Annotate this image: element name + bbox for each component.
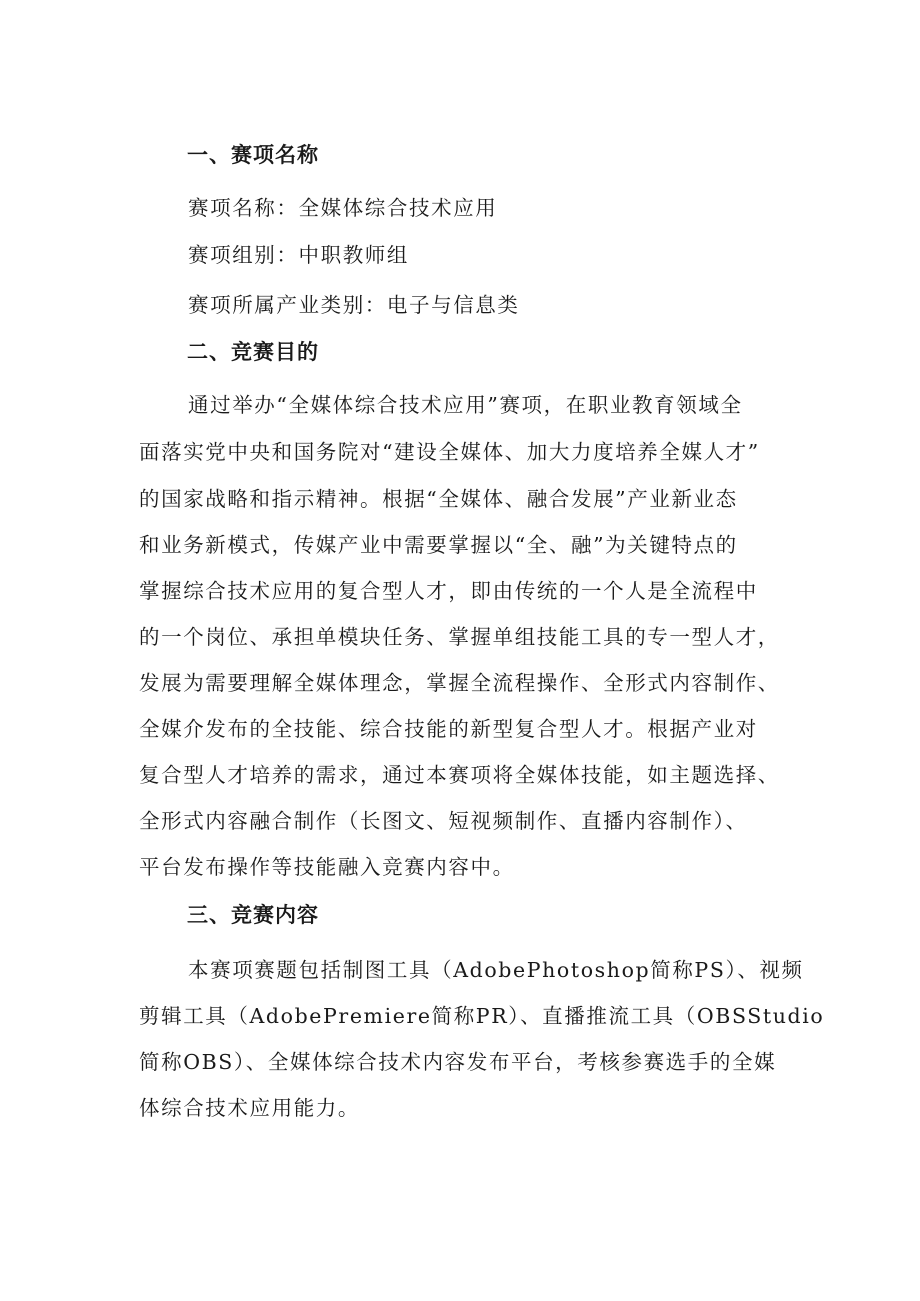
paragraph-line: 复合型人才培养的需求，通过本赛项将全媒体技能，如主题选择、 bbox=[139, 763, 780, 787]
section-heading-1: 一、赛项名称 bbox=[187, 143, 319, 167]
paragraph-line: 面落实党中央和国务院对“建设全媒体、加大力度培养全媒人才” bbox=[139, 440, 760, 464]
paragraph-line: 全媒介发布的全技能、综合技能的新型复合型人才。根据产业对 bbox=[139, 717, 758, 741]
paragraph-line: 体综合技术应用能力。 bbox=[139, 1096, 360, 1120]
paragraph-line: 剪辑工具（AdobePremiere简称PR）、直播推流工具（OBSStudio bbox=[139, 1004, 825, 1028]
paragraph-line: 全形式内容融合制作（长图文、短视频制作、直播内容制作）、 bbox=[139, 809, 748, 833]
paragraph-line: 和业务新模式，传媒产业中需要掌握以“全、融”为关键特点的 bbox=[139, 533, 738, 557]
section-heading-2: 二、竞赛目的 bbox=[187, 340, 319, 364]
paragraph-line: 本赛项赛题包括制图工具（AdobePhotoshop简称PS）、视频 bbox=[188, 958, 804, 982]
paragraph-line: 赛项组别：中职教师组 bbox=[188, 243, 409, 267]
section-heading-3: 三、竞赛内容 bbox=[187, 903, 319, 927]
paragraph-line: 赛项所属产业类别：电子与信息类 bbox=[188, 293, 520, 317]
paragraph-line: 简称OBS）、全媒体综合技术内容发布平台，考核参赛选手的全媒 bbox=[139, 1050, 777, 1074]
paragraph-line: 发展为需要理解全媒体理念，掌握全流程操作、全形式内容制作、 bbox=[139, 671, 780, 695]
paragraph-line: 赛项名称：全媒体综合技术应用 bbox=[188, 196, 498, 220]
paragraph-line: 的一个岗位、承担单模块任务、掌握单组技能工具的专一型人才， bbox=[139, 625, 780, 649]
paragraph-line: 平台发布操作等技能融入竞赛内容中。 bbox=[139, 855, 515, 879]
paragraph-line: 的国家战略和指示精神。根据“全媒体、融合发展”产业新业态 bbox=[139, 487, 738, 511]
paragraph-line: 通过举办“全媒体综合技术应用”赛项，在职业教育领域全 bbox=[188, 393, 743, 417]
paragraph-line: 掌握综合技术应用的复合型人才，即由传统的一个人是全流程中 bbox=[139, 579, 758, 603]
